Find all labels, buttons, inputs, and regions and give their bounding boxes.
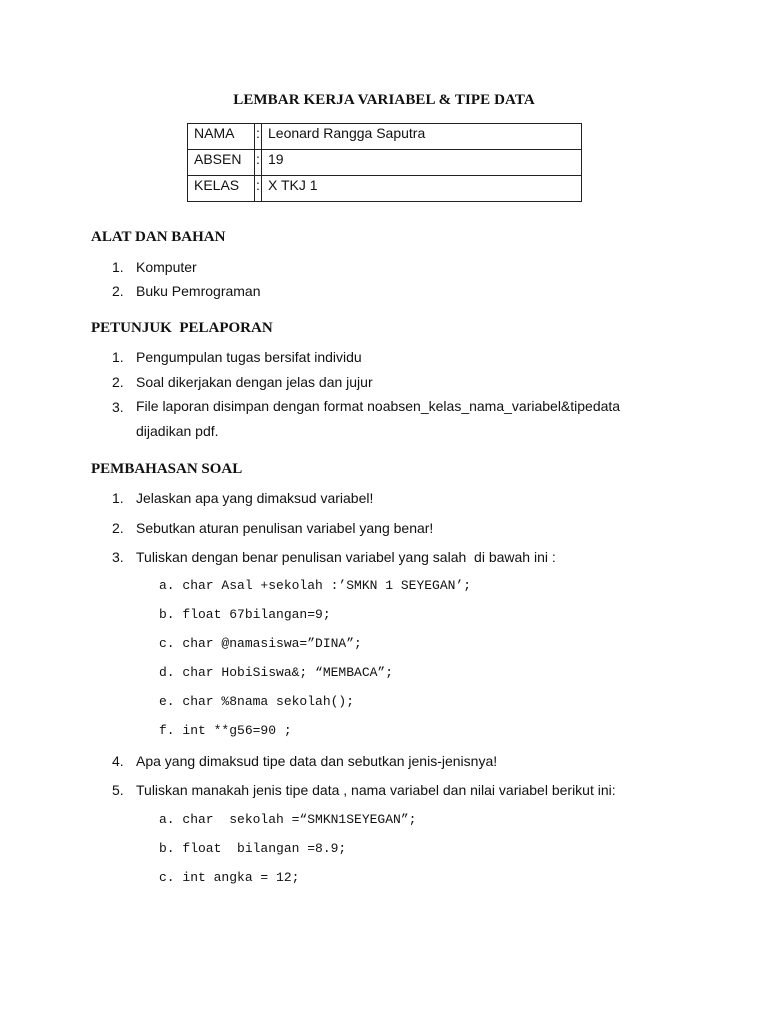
list-text: Tuliskan manakah jenis tipe data , nama variabel dan nilai variabel berikut ini: xyxy=(136,782,616,798)
list-text: File laporan disimpan dengan format noabsen_kelas_nama_variabel&tipedata dijadikan pdf. xyxy=(136,398,621,439)
code-line: d. char HobiSiswa&; “MEMBACA”; xyxy=(159,665,394,680)
code-line: e. char %8nama sekolah(); xyxy=(159,694,355,709)
page-title: LEMBAR KERJA VARIABEL & TIPE DATA xyxy=(233,92,535,108)
code-line: a. char sekolah =“SMKN1SEYEGAN”; xyxy=(159,812,417,827)
code-line: f. int **g56=90 ; xyxy=(159,723,292,738)
identity-separator: : xyxy=(255,176,262,202)
list-number: 3. xyxy=(112,549,124,565)
list-text: Apa yang dimaksud tipe data dan sebutkan jenis-jenisnya! xyxy=(136,753,498,769)
list-number: 2. xyxy=(112,520,124,536)
list-text: Jelaskan apa yang dimaksud variabel! xyxy=(136,490,374,506)
code-line: c. char @namasiswa=”DINA”; xyxy=(159,636,362,651)
list-number: 1. xyxy=(112,490,124,506)
identity-value: 19 xyxy=(262,150,582,176)
list-number: 3. xyxy=(112,399,124,415)
identity-row xyxy=(188,150,582,176)
identity-separator: : xyxy=(255,124,262,150)
list-number: 2. xyxy=(112,283,124,299)
identity-value: X TKJ 1 xyxy=(262,176,582,202)
section-heading-pembahasan: PEMBAHASAN SOAL xyxy=(91,461,243,477)
identity-label: NAMA xyxy=(188,124,255,150)
identity-separator: : xyxy=(255,150,262,176)
identity-table xyxy=(187,123,582,202)
list-text: Tuliskan dengan benar penulisan variabel yang salah di bawah ini : xyxy=(136,549,556,565)
list-number: 1. xyxy=(112,259,124,275)
list-number: 5. xyxy=(112,782,124,798)
identity-label: ABSEN xyxy=(188,150,255,176)
list-text: Buku Pemrograman xyxy=(136,283,261,299)
code-line: b. float bilangan =8.9; xyxy=(159,841,347,856)
list-text: Soal dikerjakan dengan jelas dan jujur xyxy=(136,374,373,390)
identity-value: Leonard Rangga Saputra xyxy=(262,124,582,150)
code-line: b. float 67bilangan=9; xyxy=(159,607,331,622)
section-heading-alat: ALAT DAN BAHAN xyxy=(91,229,226,245)
section-heading-petunjuk: PETUNJUK PELAPORAN xyxy=(91,320,273,336)
list-number: 1. xyxy=(112,349,124,365)
list-number: 2. xyxy=(112,374,124,390)
code-line: c. int angka = 12; xyxy=(159,870,300,885)
identity-label: KELAS xyxy=(188,176,255,202)
list-text: Komputer xyxy=(136,259,197,275)
identity-row xyxy=(188,176,582,202)
list-text: Sebutkan aturan penulisan variabel yang benar! xyxy=(136,520,434,536)
identity-row xyxy=(188,124,582,150)
list-text: Pengumpulan tugas bersifat individu xyxy=(136,349,362,365)
code-line: a. char Asal +sekolah :’SMKN 1 SEYEGAN’; xyxy=(159,578,472,593)
list-number: 4. xyxy=(112,753,124,769)
